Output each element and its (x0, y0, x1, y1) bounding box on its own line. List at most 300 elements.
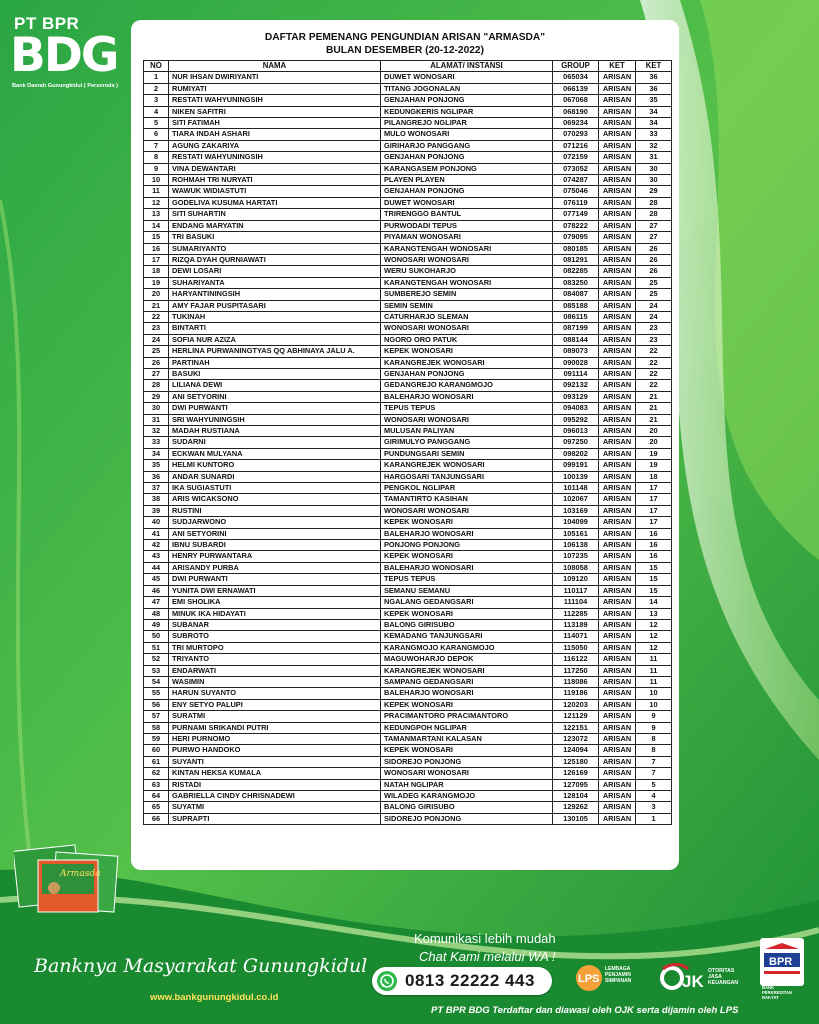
group-code: 127095 (553, 779, 599, 790)
winner-name: WASIMIN (169, 676, 381, 687)
row-number: 5 (144, 118, 169, 129)
ket-type: ARISAN (599, 597, 636, 608)
ket-value: 15 (636, 574, 672, 585)
winner-name: IBNU SUBARDI (169, 540, 381, 551)
winner-name: NUR IHSAN DWIRIYANTI (169, 72, 381, 83)
ket-type: ARISAN (599, 471, 636, 482)
group-code: 102067 (553, 494, 599, 505)
column-header: NO (144, 61, 169, 72)
winner-name: RIZQA DYAH QURNIAWATI (169, 254, 381, 265)
group-code: 119186 (553, 688, 599, 699)
winner-name: ARISANDY PURBA (169, 562, 381, 573)
row-number: 51 (144, 642, 169, 653)
column-header: GROUP (553, 61, 599, 72)
table-row (144, 494, 672, 505)
ket-value: 27 (636, 220, 672, 231)
row-number: 50 (144, 631, 169, 642)
ket-value: 25 (636, 277, 672, 288)
group-code: 122151 (553, 722, 599, 733)
ket-value: 5 (636, 779, 672, 790)
row-number: 26 (144, 357, 169, 368)
ket-value: 18 (636, 471, 672, 482)
ket-type: ARISAN (599, 779, 636, 790)
group-code: 095292 (553, 414, 599, 425)
ket-type: ARISAN (599, 220, 636, 231)
table-row (144, 540, 672, 551)
contact-line-2: Chat Kami melalui WA ! (419, 949, 556, 964)
table-row (144, 608, 672, 619)
group-code: 066139 (553, 83, 599, 94)
winner-address: TEPUS TEPUS (381, 574, 553, 585)
group-code: 120203 (553, 699, 599, 710)
ket-type: ARISAN (599, 688, 636, 699)
ket-value: 36 (636, 72, 672, 83)
table-body (144, 72, 672, 825)
ket-value: 28 (636, 209, 672, 220)
table-row (144, 243, 672, 254)
group-code: 071216 (553, 140, 599, 151)
group-code: 130105 (553, 813, 599, 824)
winner-name: SUMARIYANTO (169, 243, 381, 254)
winner-address: MULO WONOSARI (381, 129, 553, 140)
ket-value: 24 (636, 311, 672, 322)
winner-address: KEPEK WONOSARI (381, 551, 553, 562)
row-number: 36 (144, 471, 169, 482)
ket-value: 17 (636, 494, 672, 505)
group-code: 073052 (553, 163, 599, 174)
ket-value: 15 (636, 585, 672, 596)
ket-type: ARISAN (599, 699, 636, 710)
table-row (144, 95, 672, 106)
row-number: 29 (144, 391, 169, 402)
row-number: 63 (144, 779, 169, 790)
table-row (144, 562, 672, 573)
winner-address: TAMANTIRTO KASIHAN (381, 494, 553, 505)
group-code: 093129 (553, 391, 599, 402)
ket-type: ARISAN (599, 232, 636, 243)
group-code: 075046 (553, 186, 599, 197)
winner-name: TRI MURTOPO (169, 642, 381, 653)
winner-address: BALEHARJO WONOSARI (381, 688, 553, 699)
bpr-mark-icon (760, 938, 804, 986)
winner-address: WERU SUKOHARJO (381, 266, 553, 277)
table-row (144, 403, 672, 414)
lps-text-2: PENJAMIN (605, 972, 631, 978)
winner-address: GIRIHARJO PANGGANG (381, 140, 553, 151)
ket-type: ARISAN (599, 574, 636, 585)
ket-type: ARISAN (599, 460, 636, 471)
group-code: 076119 (553, 197, 599, 208)
winner-name: SITI SUHARTIN (169, 209, 381, 220)
table-row (144, 779, 672, 790)
table-row (144, 426, 672, 437)
ket-type: ARISAN (599, 118, 636, 129)
winner-address: MAGUWOHARJO DEPOK (381, 654, 553, 665)
row-number: 16 (144, 243, 169, 254)
row-number: 2 (144, 83, 169, 94)
table-row (144, 574, 672, 585)
group-code: 077149 (553, 209, 599, 220)
winner-name: EMI SHOLIKA (169, 597, 381, 608)
whatsapp-icon (376, 970, 398, 992)
ket-value: 23 (636, 323, 672, 334)
winner-name: HERLINA PURWANINGTYAS QQ ABHINAYA JALU A. (169, 346, 381, 357)
ket-type: ARISAN (599, 368, 636, 379)
winner-name: SUBROTO (169, 631, 381, 642)
table-row (144, 471, 672, 482)
winner-address: PIYAMAN WONOSARI (381, 232, 553, 243)
ket-type: ARISAN (599, 209, 636, 220)
row-number: 18 (144, 266, 169, 277)
winner-address: GENJAHAN PONJONG (381, 186, 553, 197)
row-number: 42 (144, 540, 169, 551)
winner-name: RUMIYATI (169, 83, 381, 94)
winner-address: SIDOREJO PONJONG (381, 756, 553, 767)
winner-name: WAWUK WIDIASTUTI (169, 186, 381, 197)
ket-type: ARISAN (599, 437, 636, 448)
ket-type: ARISAN (599, 95, 636, 106)
table-row (144, 619, 672, 630)
table-row (144, 791, 672, 802)
row-number: 31 (144, 414, 169, 425)
group-code: 084087 (553, 289, 599, 300)
row-number: 27 (144, 368, 169, 379)
whatsapp-phone-button[interactable] (372, 967, 552, 995)
column-header: KET (599, 61, 636, 72)
ket-type: ARISAN (599, 517, 636, 528)
table-row (144, 585, 672, 596)
ket-value: 7 (636, 756, 672, 767)
ket-value: 16 (636, 528, 672, 539)
logo-main-text: BDG (10, 28, 118, 83)
ket-value: 10 (636, 699, 672, 710)
winner-name: RISTADI (169, 779, 381, 790)
winner-address: WONOSARI WONOSARI (381, 414, 553, 425)
group-code: 086115 (553, 311, 599, 322)
svg-text:JK: JK (682, 972, 704, 991)
group-code: 067068 (553, 95, 599, 106)
winner-address: KEPEK WONOSARI (381, 517, 553, 528)
winner-name: MADAH RUSTIANA (169, 426, 381, 437)
table-row (144, 631, 672, 642)
ket-type: ARISAN (599, 414, 636, 425)
table-row (144, 733, 672, 744)
row-number: 62 (144, 768, 169, 779)
ket-value: 9 (636, 722, 672, 733)
row-number: 53 (144, 665, 169, 676)
winner-address: WONOSARI WONOSARI (381, 768, 553, 779)
winner-name: RESTATI WAHYUNINGSIH (169, 95, 381, 106)
winner-address: BALONG GIRISUBO (381, 802, 553, 813)
row-number: 48 (144, 608, 169, 619)
winner-name: TRIYANTO (169, 654, 381, 665)
ket-type: ARISAN (599, 323, 636, 334)
ket-value: 8 (636, 733, 672, 744)
ket-type: ARISAN (599, 722, 636, 733)
row-number: 4 (144, 106, 169, 117)
row-number: 59 (144, 733, 169, 744)
winner-name: LILIANA DEWI (169, 380, 381, 391)
winner-address: MULUSAN PALIYAN (381, 426, 553, 437)
table-row (144, 391, 672, 402)
ket-type: ARISAN (599, 562, 636, 573)
logo-sub-text: Bank Daerah Gunungkidul ( Perseroda ) (12, 83, 118, 89)
ket-value: 30 (636, 175, 672, 186)
ket-value: 3 (636, 802, 672, 813)
table-row (144, 722, 672, 733)
contact-line-1: Komunikasi lebih mudah (414, 931, 556, 946)
group-code: 083250 (553, 277, 599, 288)
ket-type: ARISAN (599, 733, 636, 744)
ket-type: ARISAN (599, 186, 636, 197)
table-row (144, 129, 672, 140)
ket-type: ARISAN (599, 768, 636, 779)
ket-type: ARISAN (599, 300, 636, 311)
ket-type: ARISAN (599, 197, 636, 208)
ket-type: ARISAN (599, 266, 636, 277)
table-header-row (144, 61, 672, 72)
winner-name: PURNAMI SRIKANDI PUTRI (169, 722, 381, 733)
table-row (144, 83, 672, 94)
row-number: 64 (144, 791, 169, 802)
row-number: 13 (144, 209, 169, 220)
ket-type: ARISAN (599, 152, 636, 163)
winner-name: TUKINAH (169, 311, 381, 322)
winner-address: SAMPANG GEDANGSARI (381, 676, 553, 687)
ket-type: ARISAN (599, 813, 636, 824)
row-number: 65 (144, 802, 169, 813)
winner-name: DWI PURWANTI (169, 574, 381, 585)
ket-value: 12 (636, 619, 672, 630)
ket-type: ARISAN (599, 140, 636, 151)
winner-name: PURWO HANDOKO (169, 745, 381, 756)
group-code: 105161 (553, 528, 599, 539)
ket-type: ARISAN (599, 83, 636, 94)
ket-value: 34 (636, 106, 672, 117)
row-number: 66 (144, 813, 169, 824)
row-number: 34 (144, 448, 169, 459)
group-code: 117250 (553, 665, 599, 676)
phone-number: 0813 22222 443 (405, 971, 535, 990)
bpr-bdg-logo (10, 12, 118, 97)
table-row (144, 551, 672, 562)
document-subtitle: BULAN DESEMBER (20-12-2022) (326, 45, 484, 56)
row-number: 47 (144, 597, 169, 608)
table-row (144, 756, 672, 767)
group-code: 114071 (553, 631, 599, 642)
table-row (144, 460, 672, 471)
group-code: 091114 (553, 368, 599, 379)
ket-value: 1 (636, 813, 672, 824)
winner-name: DWI PURWANTI (169, 403, 381, 414)
table-row (144, 802, 672, 813)
ket-type: ARISAN (599, 357, 636, 368)
group-code: 118086 (553, 676, 599, 687)
row-number: 37 (144, 483, 169, 494)
winner-table (143, 60, 672, 825)
group-code: 068190 (553, 106, 599, 117)
row-number: 24 (144, 334, 169, 345)
winner-address: PENGKOL NGLIPAR (381, 483, 553, 494)
ket-value: 26 (636, 266, 672, 277)
ket-type: ARISAN (599, 528, 636, 539)
group-code: 125180 (553, 756, 599, 767)
winner-address: KARANGREJEK WONOSARI (381, 357, 553, 368)
ket-value: 22 (636, 368, 672, 379)
winner-address: KARANGASEM PONJONG (381, 163, 553, 174)
ket-type: ARISAN (599, 311, 636, 322)
row-number: 56 (144, 699, 169, 710)
group-code: 080185 (553, 243, 599, 254)
winner-address: KEPEK WONOSARI (381, 608, 553, 619)
ket-value: 23 (636, 334, 672, 345)
winner-address: KARANGTENGAH WONOSARI (381, 277, 553, 288)
winner-address: KEMADANG TANJUNGSARI (381, 631, 553, 642)
winner-address: BALONG GIRISUBO (381, 619, 553, 630)
row-number: 49 (144, 619, 169, 630)
winner-address: DUWET WONOSARI (381, 197, 553, 208)
row-number: 10 (144, 175, 169, 186)
ket-value: 17 (636, 483, 672, 494)
ket-type: ARISAN (599, 346, 636, 357)
website-link[interactable]: www.bankgunungkidul.co.id (150, 992, 279, 1003)
ket-type: ARISAN (599, 608, 636, 619)
winner-name: VINA DEWANTARI (169, 163, 381, 174)
group-code: 110117 (553, 585, 599, 596)
winner-address: WONOSARI WONOSARI (381, 505, 553, 516)
ket-value: 9 (636, 711, 672, 722)
group-code: 113189 (553, 619, 599, 630)
table-row (144, 140, 672, 151)
ket-value: 26 (636, 243, 672, 254)
group-code: 115050 (553, 642, 599, 653)
table-row (144, 357, 672, 368)
table-row (144, 300, 672, 311)
ket-type: ARISAN (599, 711, 636, 722)
lps-mark-icon (574, 963, 604, 993)
ket-type: ARISAN (599, 745, 636, 756)
ket-type: ARISAN (599, 289, 636, 300)
table-row (144, 175, 672, 186)
ket-value: 11 (636, 654, 672, 665)
table-row (144, 277, 672, 288)
ket-type: ARISAN (599, 540, 636, 551)
row-number: 28 (144, 380, 169, 391)
ojk-mark-icon (660, 961, 704, 993)
ket-type: ARISAN (599, 129, 636, 140)
winner-address: TITANG JOGONALAN (381, 83, 553, 94)
ket-value: 22 (636, 380, 672, 391)
svg-text:Armasda: Armasda (60, 869, 101, 879)
row-number: 44 (144, 562, 169, 573)
ket-value: 35 (636, 95, 672, 106)
ket-type: ARISAN (599, 163, 636, 174)
column-header: NAMA (169, 61, 381, 72)
ket-value: 33 (636, 129, 672, 140)
group-code: 079095 (553, 232, 599, 243)
group-code: 074287 (553, 175, 599, 186)
table-row (144, 197, 672, 208)
group-code: 090028 (553, 357, 599, 368)
ojk-text-3: KEUANGAN (708, 980, 738, 986)
table-row (144, 483, 672, 494)
table-row (144, 209, 672, 220)
row-number: 15 (144, 232, 169, 243)
group-code: 107235 (553, 551, 599, 562)
winner-address: SEMANU SEMANU (381, 585, 553, 596)
table-row (144, 505, 672, 516)
row-number: 3 (144, 95, 169, 106)
winner-address: WONOSARI WONOSARI (381, 254, 553, 265)
ket-type: ARISAN (599, 791, 636, 802)
row-number: 41 (144, 528, 169, 539)
ket-value: 7 (636, 768, 672, 779)
group-code: 098202 (553, 448, 599, 459)
row-number: 11 (144, 186, 169, 197)
winner-name: ANI SETYORINI (169, 528, 381, 539)
ket-type: ARISAN (599, 756, 636, 767)
winner-name: HARUN SUYANTO (169, 688, 381, 699)
winner-address: BALEHARJO WONOSARI (381, 562, 553, 573)
ket-type: ARISAN (599, 72, 636, 83)
group-code: 109120 (553, 574, 599, 585)
ket-value: 11 (636, 665, 672, 676)
ket-value: 12 (636, 631, 672, 642)
ket-value: 20 (636, 437, 672, 448)
table-row (144, 654, 672, 665)
ket-value: 22 (636, 346, 672, 357)
group-code: 124094 (553, 745, 599, 756)
winner-name: IKA SUGIASTUTI (169, 483, 381, 494)
ket-type: ARISAN (599, 665, 636, 676)
winner-name: NIKEN SAFITRI (169, 106, 381, 117)
winner-address: KEPEK WONOSARI (381, 745, 553, 756)
row-number: 32 (144, 426, 169, 437)
winner-address: BALEHARJO WONOSARI (381, 391, 553, 402)
group-code: 087199 (553, 323, 599, 334)
table-row (144, 517, 672, 528)
ket-value: 28 (636, 197, 672, 208)
winner-name: TRI BASUKI (169, 232, 381, 243)
ket-type: ARISAN (599, 391, 636, 402)
ket-value: 34 (636, 118, 672, 129)
ket-value: 19 (636, 448, 672, 459)
winner-name: ENY SETYO PALUPI (169, 699, 381, 710)
winner-name: SUYATMI (169, 802, 381, 813)
ket-type: ARISAN (599, 448, 636, 459)
winner-name: HARYANTININGSIH (169, 289, 381, 300)
ket-value: 22 (636, 357, 672, 368)
winner-name: GODELIVA KUSUMA HARTATI (169, 197, 381, 208)
table-row (144, 289, 672, 300)
ket-value: 11 (636, 676, 672, 687)
group-code: 096013 (553, 426, 599, 437)
document-title: DAFTAR PEMENANG PENGUNDIAN ARISAN "ARMASDA" (264, 32, 546, 43)
ket-type: ARISAN (599, 483, 636, 494)
winner-name: ANI SETYORINI (169, 391, 381, 402)
winner-address: GENJAHAN PONJONG (381, 152, 553, 163)
svg-text:LPS: LPS (578, 973, 600, 985)
row-number: 30 (144, 403, 169, 414)
table-row (144, 768, 672, 779)
table-row (144, 220, 672, 231)
group-code: 094083 (553, 403, 599, 414)
ket-type: ARISAN (599, 254, 636, 265)
ket-type: ARISAN (599, 505, 636, 516)
winner-name: SITI FATIMAH (169, 118, 381, 129)
table-row (144, 665, 672, 676)
winner-address: TAMANMARTANI KALASAN (381, 733, 553, 744)
